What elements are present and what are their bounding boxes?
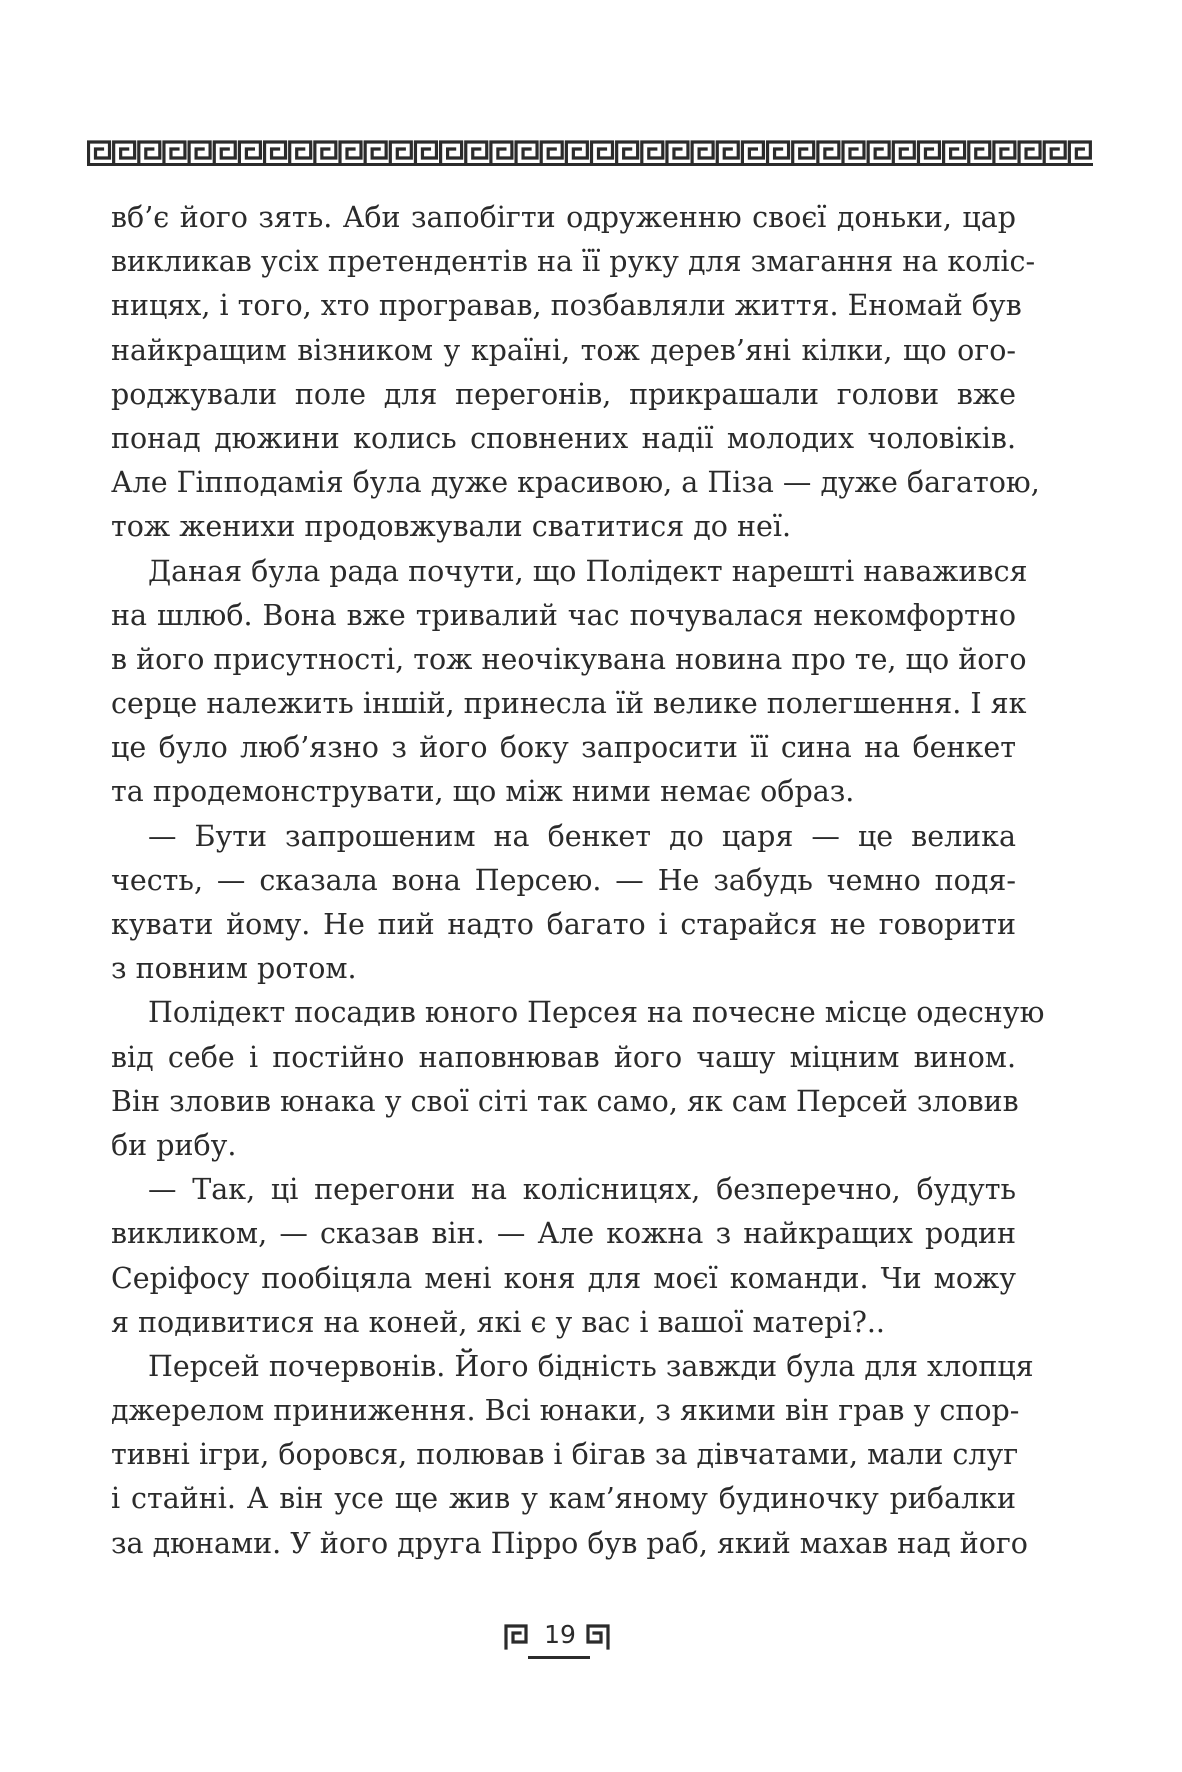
text-line: тивні ігри, боровся, полював і бігав за дівчатами, мали слуг [111,1438,1019,1472]
meander-key-icon [742,142,763,164]
page-number: 19 [544,1620,576,1649]
text-line: — Так, ці перегони на колісницях, безперечно, будуть [148,1173,1016,1207]
meander-key-icon [89,142,110,164]
meander-key-icon [994,142,1015,164]
text-line: з повним ротом. [111,952,357,986]
text-line: найкращим візником у країні, тож дерев’яні кілки, що ого- [111,333,1016,367]
body-text [111,196,1045,1566]
meander-key-icon [918,142,939,164]
meander-key-icon [265,142,286,164]
meander-key-icon [592,142,613,164]
meander-key-icon [315,142,336,164]
meander-key-icon [1069,142,1090,164]
meander-key-icon [768,142,789,164]
paragraph [111,991,1045,1168]
text-line: — Бути запрошеним на бенкет до царя — це велика [148,819,1016,853]
meander-key-icon [617,142,638,164]
footer-meander-right-icon [586,1624,610,1650]
text-line: вб’є його зять. Аби запобігти одруженню своєї доньки, цар [111,201,1016,234]
meander-key-icon [642,142,663,164]
meander-key-icon [1019,142,1040,164]
paragraph [111,196,1040,550]
meander-key-icon [692,142,713,164]
text-line: та продемонструвати, що між ними немає образ. [111,775,855,809]
meander-key-icon [415,142,436,164]
text-line: за дюнами. У його друга Пірро був раб, який махав над його [111,1526,1028,1560]
text-line: в його присутності, тож неочікувана новина про те, що його [111,642,1027,676]
meander-key-icon [566,142,587,164]
meander-key-icon [843,142,864,164]
meander-key-icon [365,142,386,164]
text-line: і стайні. А він усе ще жив у кам’яному будиночку рибалки [111,1482,1016,1516]
meander-key-icon [667,142,688,164]
meander-key-icon [164,142,185,164]
meander-key-icon [818,142,839,164]
meander-key-icon [114,142,135,164]
meander-key-icon [290,142,311,164]
meander-key-icon [516,142,537,164]
text-line: викликав усіх претендентів на її руку для змагання на коліс- [111,245,1036,279]
text-line: Серіфосу пообіцяла мені коня для моєї команди. Чи можу [111,1261,1016,1295]
meander-key-icon [893,142,914,164]
text-line: тож женихи продовжували сватитися до неї. [111,510,792,544]
page-footer [504,1618,614,1658]
text-line: на шлюб. Вона вже тривалий час почувалася некомфортно [111,598,1016,632]
text-line: викликом, — сказав він. — Але кожна з найкращих родин [111,1217,1016,1251]
text-line: серце належить іншій, принесла їй велике полегшення. І як [111,687,1027,721]
meander-key-icon [541,142,562,164]
paragraph [111,1168,1016,1345]
meander-key-icon [969,142,990,164]
text-line: від себе і постійно наповнював його чашу міцним вином. [111,1040,1016,1074]
text-line: честь, — сказала вона Персею. — Не забудь чемно подя- [111,863,1016,897]
text-line: ницях, і того, хто програвав, позбавляли життя. Еномай був [111,289,1022,323]
text-line: це було люб’язно з його боку запросити її сина на бенкет [111,731,1016,765]
meander-key-icon [466,142,487,164]
meander-key-icon [491,142,512,164]
text-line: Полідект посадив юного Персея на почесне місце одесную [148,996,1045,1030]
text-line: понад дюжини колись сповнених надії молодих чоловіків. [111,421,1016,455]
meander-key-icon [944,142,965,164]
paragraph [111,815,1016,992]
footer-rule [528,1656,590,1659]
paragraph [111,550,1028,815]
text-line: Даная була рада почути, що Полідект нарешті наважився [148,554,1028,588]
footer-meander-left-icon [504,1624,528,1650]
text-line: Але Гіпподамія була дуже красивою, а Піза — дуже багатою, [111,466,1040,500]
text-line: джерелом приниження. Всі юнаки, з якими він грав у спор- [111,1394,1020,1428]
meander-key-icon [1044,142,1065,164]
meander-key-icon [390,142,411,164]
meander-key-icon [441,142,462,164]
text-line: я подивитися на коней, які є у вас і вашої матері?.. [111,1305,885,1339]
meander-key-icon [868,142,889,164]
paragraph [111,1345,1034,1566]
meander-key-icon [717,142,738,164]
text-line: би рибу. [111,1128,237,1162]
meander-key-icon [340,142,361,164]
greek-key-border [87,140,1093,166]
meander-key-icon [139,142,160,164]
meander-key-icon [214,142,235,164]
text-line: Персей почервонів. Його бідність завжди була для хлопця [148,1349,1034,1383]
meander-key-icon [239,142,260,164]
meander-key-icon [793,142,814,164]
meander-key-icon [189,142,210,164]
text-line: роджували поле для перегонів, прикрашали голови вже [111,377,1016,411]
text-line: Він зловив юнака у свої сіті так само, як сам Персей зловив [111,1084,1019,1118]
text-line: кувати йому. Не пий надто багато і старайся не говорити [111,908,1016,941]
